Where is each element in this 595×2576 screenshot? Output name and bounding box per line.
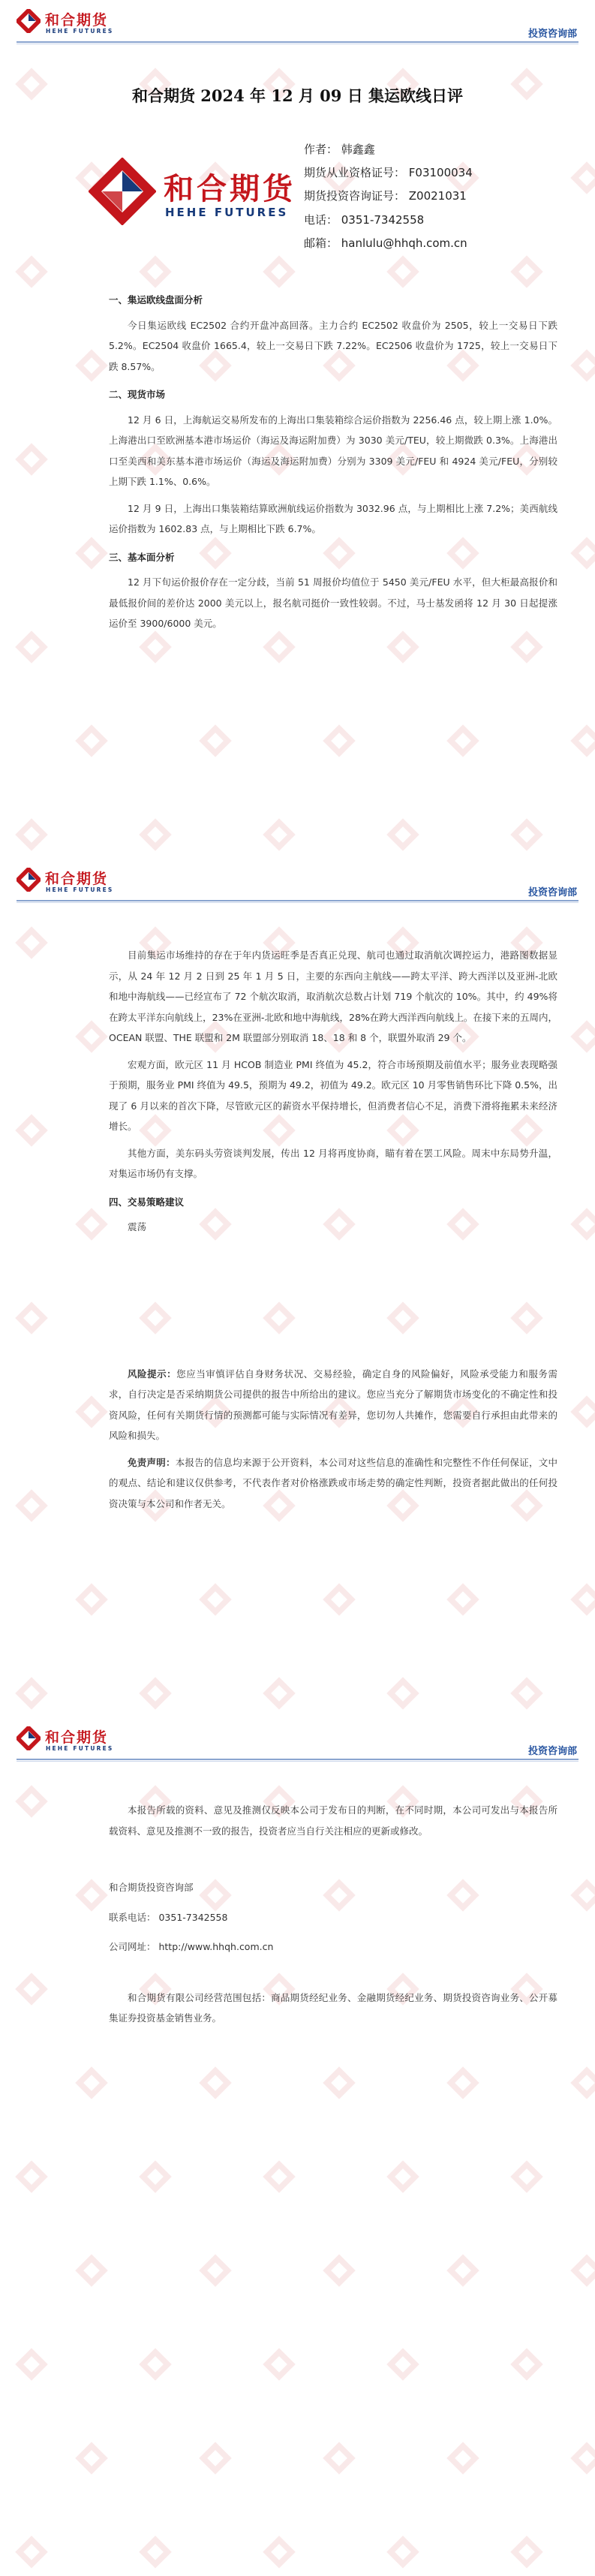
risk-text: 您应当审慎评估自身财务状况、交易经验，确定自身的风险偏好，风险承受能力和服务需求，自行决定是否采纳期货公司提供的报告中所给出的建议。您应当充分了解期货市场变化的不确定性和投资风险，任何有关期货行情的预测都可能与实际情况有差异，您切勿人共摊作，您需要自行承担由此带来的风险和损失。 [109, 1368, 557, 1441]
paragraph-strategy: 震荡 [128, 1221, 147, 1232]
paragraph-settlement-index: 12 月 9 日，上海出口集装箱结算欧洲航线运价指数为 3032.96 点，与上期相比上涨 7.2%；美西航线运价指数为 1602.83 点，与上期相比下跌 6.7%。 [109, 502, 557, 534]
watermark-logo-icon [263, 2348, 296, 2381]
email-text: 邮箱： hanlulu@hhqh.com.cn [304, 236, 467, 250]
page-2-body [109, 945, 557, 1520]
contact-department: 和合期货投资咨询部 [109, 1882, 194, 1893]
watermark-logo-icon [15, 1302, 48, 1335]
watermark-logo-icon [75, 349, 108, 382]
watermark-logo-icon [75, 1020, 108, 1053]
watermark-logo-icon [263, 2160, 296, 2193]
watermark-logo-icon [570, 724, 595, 757]
phone-line: 电话： 0351-7342558 [304, 213, 425, 227]
watermark-logo-icon [386, 1677, 419, 1710]
watermark-logo-icon [570, 2442, 595, 2475]
page-1 [0, 0, 595, 859]
watermark-logo-icon [15, 926, 48, 959]
watermark-logo-icon [15, 1973, 48, 2006]
section-heading-1: 一、集运欧线盘面分析 [109, 294, 203, 305]
watermark-logo-icon [510, 1677, 543, 1710]
watermark-logo-icon [570, 161, 595, 194]
section-heading-2: 二、现货市场 [109, 389, 166, 400]
watermark-logo-icon [510, 818, 543, 851]
watermark-logo-icon [199, 2442, 232, 2475]
watermark-logo-icon [75, 1583, 108, 1616]
brand-logo-icon [17, 868, 41, 892]
watermark-logo-icon [75, 1879, 108, 1912]
paragraph-update-notice: 本报告所载的资料、意见及推测仅反映本公司于发布日的判断，在不同时期，本公司可发出与本报告所载资料、意见及推测不一致的报告，投资者应当自行关注相应的更新或修改。 [109, 1804, 557, 1837]
watermark-logo-icon [323, 2254, 356, 2287]
watermark-logo-icon [139, 2348, 172, 2381]
page-header [0, 0, 595, 48]
watermark-logo-icon [15, 2160, 48, 2193]
contact-website[interactable] [109, 1937, 557, 1958]
consult-cert-line: 期货投资咨询证号： Z0021031 [304, 189, 467, 203]
watermark-logo-icon [15, 2535, 48, 2568]
watermark-logo-icon [386, 2535, 419, 2568]
watermark-logo-icon [139, 2535, 172, 2568]
header-divider [17, 41, 578, 43]
paragraph-macro: 宏观方面，欧元区 11 月 HCOB 制造业 PMI 终值为 45.2，符合市场预期及前值水平；服务业表现略强于预期，服务业 PMI 终值为 49.5，预期为 49.2，初值为 49.2。欧元区 10 月零售销售环比下降 0.5%，出现了 6 月以来的首次下降，尽管欧元区的薪资水平保持增长，但消费者信心不足，消费下滑将拖累未来经济增长。 [109, 1058, 557, 1132]
large-brand-logo-icon [89, 158, 156, 225]
paragraph-risk-warning [109, 1364, 557, 1446]
watermark-logo-icon [75, 2254, 108, 2287]
report-title: 和合期货 2024 年 12 月 09 日 集运欧线日评 [131, 86, 464, 105]
watermark-logo-icon [15, 630, 48, 664]
paragraph-business-scope: 和合期货有限公司经营范围包括：商品期货经纪业务、金融期货经纪业务、期货投资咨询业务、公开募集证券投资基金销售业务。 [109, 1991, 557, 2024]
watermark-logo-icon [570, 1879, 595, 1912]
header-brand-en: HEHE FUTURES [46, 28, 114, 35]
watermark-logo-icon [139, 2160, 172, 2193]
watermark-logo-icon [15, 1677, 48, 1710]
watermark-logo-icon [510, 2160, 543, 2193]
watermark-logo-icon [570, 1208, 595, 1241]
watermark-logo-icon [15, 443, 48, 476]
watermark-logo-icon [570, 537, 595, 570]
watermark-logo-icon [75, 1208, 108, 1241]
watermark-logo-icon [15, 255, 48, 288]
paragraph-other-factors: 其他方面，美东码头劳资谈判发展，传出 12 月将再度协商，瞄有着在罢工风险。周末中东局势升温，对集运市场仍有支撑。 [109, 1147, 557, 1179]
watermark-logo-icon [323, 1583, 356, 1616]
large-brand-name: 和合期货 [164, 172, 296, 206]
watermark-logo-icon [570, 349, 595, 382]
watermark-logo-icon [570, 1583, 595, 1616]
header-department: 投资咨询部 [527, 887, 577, 898]
watermark-logo-icon [15, 1489, 48, 1522]
header-divider [17, 900, 578, 901]
watermark-logo-icon [75, 2066, 108, 2099]
watermark-logo-icon [139, 1677, 172, 1710]
brand-logo-icon [17, 9, 41, 33]
watermark-logo-icon [446, 2254, 479, 2287]
watermark-logo-icon [386, 818, 419, 851]
website-text: 公司网址： http://www.hhqh.com.cn [109, 1941, 274, 1952]
watermark-logo-icon [15, 818, 48, 851]
header-brand-name: 和合期货 [45, 1729, 109, 1746]
watermark-logo-icon [446, 2442, 479, 2475]
watermark-logo-icon [570, 2066, 595, 2099]
header-brand-name: 和合期货 [45, 12, 109, 29]
header-divider [17, 1759, 578, 1760]
watermark-logo-icon [139, 818, 172, 851]
watermark-logo-icon [323, 2442, 356, 2475]
risk-label: 风险提示： [128, 1368, 177, 1380]
watermark-logo-icon [75, 2442, 108, 2475]
watermark-logo-icon [263, 2535, 296, 2568]
page-header [0, 1717, 595, 1765]
header-brand-en: HEHE FUTURES [46, 886, 114, 893]
watermark-logo-icon [75, 537, 108, 570]
watermark-logo-icon [15, 2348, 48, 2381]
watermark-logo-icon [15, 1114, 48, 1147]
watermark-logo-icon [263, 1677, 296, 1710]
header-divider-thin [17, 902, 578, 903]
watermark-logo-icon [386, 2348, 419, 2381]
header-brand-name: 和合期货 [45, 871, 109, 887]
watermark-logo-icon [570, 1020, 595, 1053]
qualification-line: 期货从业资格证号： F03100034 [304, 166, 473, 179]
page-3-body [109, 1800, 557, 2035]
watermark-logo-icon [75, 1395, 108, 1428]
blank-spacer [109, 1244, 557, 1364]
watermark-logo-icon [199, 724, 232, 757]
watermark-logo-icon [199, 2254, 232, 2287]
email-line[interactable] [304, 235, 467, 251]
header-divider-thin [17, 1761, 578, 1762]
watermark-logo-icon [510, 2348, 543, 2381]
watermark-logo-icon [446, 1583, 479, 1616]
watermark-logo-icon [75, 724, 108, 757]
paragraph-market-close: 今日集运欧线 EC2502 合约开盘冲高回落。主力合约 EC2502 收盘价为 2505，较上一交易日下跌 5.2%。EC2504 收盘价 1665.4，较上一交易日下跌 7.22%。EC2506 收盘价为 1725，较上一交易日下跌 8.57%。 [109, 319, 557, 372]
paragraph-disclaimer [109, 1452, 557, 1515]
section-heading-4: 四、交易策略建议 [109, 1196, 185, 1208]
contact-phone: 联系电话： 0351-7342558 [109, 1911, 228, 1923]
watermark-logo-icon [323, 2066, 356, 2099]
watermark-logo-icon [570, 2254, 595, 2287]
blank-spacer [109, 1847, 557, 1877]
watermark-logo-icon [386, 2160, 419, 2193]
paragraph-spot-index: 12 月 6 日，上海航运交易所发布的上海出口集装箱综合运价指数为 2256.46 点，较上期上涨 1.0%。上海港出口至欧洲基本港市场运价（海运及海运附加费）为 3030 美元/TEU，较上期微跌 0.3%。上海港出口至美西和美东基本港市场运价（海运及海运附加费）分别为 3309 美元/FEU 和 4924 美元/FEU，分别较上期下跌 1.1%、0.6%。 [109, 414, 557, 487]
watermark-logo-icon [570, 1395, 595, 1428]
watermark-logo-icon [446, 2066, 479, 2099]
brand-logo-icon [17, 1726, 41, 1750]
header-department: 投资咨询部 [527, 1746, 577, 1757]
watermark-logo-icon [199, 1583, 232, 1616]
watermark-logo-icon [15, 1785, 48, 1818]
blank-spacer [109, 1958, 557, 1988]
section-heading-3: 三、基本面分析 [109, 551, 175, 563]
page-1-body [109, 282, 557, 640]
large-brand-en: HEHE FUTURES [165, 206, 289, 219]
disclaimer-label: 免责声明： [128, 1456, 176, 1468]
header-department: 投资咨询部 [527, 29, 577, 40]
watermark-logo-icon [263, 818, 296, 851]
watermark-logo-icon [446, 724, 479, 757]
author-line: 作者： 韩鑫鑫 [304, 143, 375, 156]
watermark-logo-icon [199, 2066, 232, 2099]
watermark-logo-icon [510, 2535, 543, 2568]
paragraph-late-dec-quotes: 12 月下旬运价报价存在一定分歧，当前 51 周报价均值位于 5450 美元/FEU 水平，但大柜最高报价和最低报价间的差价达 2000 美元以上，报名航司挺价一致性较弱。不过，马士基发函将 12 月 30 日起提涨运价至 3900/6000 美元。 [109, 576, 557, 629]
paragraph-capacity-cuts: 目前集运市场维持的存在于年内货运旺季是否真正兑现、航司也通过取消航次调控运力，港路图数据显示，从 24 年 12 月 2 日到 25 年 1 月 5 日，主要的东西向主航线——跨太平洋、跨大西洋以及亚洲-北欧和地中海航线——已经宣布了 72 个航次取消，取消航次总数占计划 719 个航次的 10%。其中，约 49%将在跨太平洋东向航线上，23%在亚洲-北欧和地中海航线，28%在跨大西洋西向航线上。在接下来的五周内，OCEAN 联盟、THE 联盟和 2M 联盟部分别取消 18、18 和 8 个，联盟外取消 29 个。 [109, 949, 557, 1043]
page-3 [0, 1717, 595, 2576]
page-2 [0, 859, 595, 1717]
page-header [0, 859, 595, 907]
disclaimer-text: 本报告的信息均来源于公开资料，本公司对这些信息的准确性和完整性不作任何保证，文中的观点、结论和建议仅供参考，不代表作者对价格涨跌或市场走势的确定性判断，投资者据此做出的任何投资决策与本公司和作者无关。 [109, 1456, 557, 1509]
header-brand-en: HEHE FUTURES [46, 1745, 114, 1752]
watermark-logo-icon [323, 724, 356, 757]
